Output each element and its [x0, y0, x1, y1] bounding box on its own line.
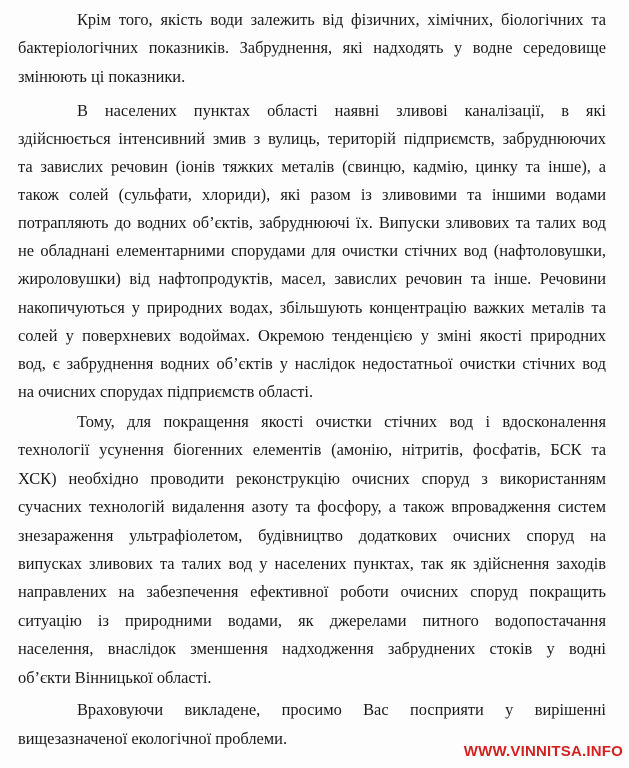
paragraph-2-line-5: потрапляють до водних об’єктів, забруднюючі їх. Випуски зливових та талих вод: [18, 213, 606, 232]
paragraph-3-line-6: випусках зливових та талих вод у населених пунктах, так як здійснення заходів: [18, 554, 606, 573]
paragraph-3-line-2: технології усунення біогенних елементів (амонію, нітритів, фосфатів, БСК та: [18, 440, 606, 459]
paragraph-1-line-2: бактеріологічних показників. Забруднення, які надходять у водне середовище: [18, 38, 606, 57]
paragraph-3-line-3: ХСК) необхідно проводити реконструкцію очисних споруд з використанням: [18, 469, 606, 488]
paragraph-4-line-1: Враховуючи викладене, просимо Вас посприяти у вирішенні: [77, 700, 606, 719]
site-watermark: WWW.VINNITSA.INFO: [463, 743, 623, 760]
paragraph-2-line-7: жироловушки) від нафтопродуктів, масел, завислих речовин та інше. Речовини: [18, 269, 606, 288]
paragraph-3-line-8: ситуацію із природними водами, як джерелами питного водопостачання: [18, 611, 606, 630]
paragraph-3-line-10: об’єкти Вінницької області.: [18, 668, 212, 687]
paragraph-3-line-5: знезараження ультрафіолетом, будівництво додаткових очисних споруд на: [18, 526, 606, 545]
paragraph-2-line-9: солей у поверхневих водоймах. Окремою тенденцією у зміні якості природних: [18, 326, 606, 345]
paragraph-2-line-8: накопичуються у природних водах, збільшують концентрацію важких металів та: [18, 298, 606, 317]
paragraph-2-line-3: та завислих речовин (іонів тяжких металів (свинцю, кадмію, цинку та інше), а: [18, 157, 606, 176]
paragraph-2-line-6: не обладнані елементарними спорудами для очистки стічних вод (нафтоловушки,: [18, 241, 606, 260]
paragraph-2-line-11: на очисних спорудах підприємств області.: [18, 382, 314, 401]
paragraph-1-line-1: Крім того, якість води залежить від фізичних, хімічних, біологічних та: [77, 10, 606, 29]
paragraph-4-line-2: вищезазначеної екологічної проблеми.: [18, 729, 288, 748]
paragraph-2-line-2: здійснюється інтенсивний змив з вулиць, територій підприємств, забруднюючих: [18, 129, 606, 148]
paragraph-2-line-4: також солей (сульфати, хлориди), які разом із зливовими та іншими водами: [18, 185, 606, 204]
paragraph-1-line-3: змінюють ці показники.: [18, 67, 186, 86]
paragraph-3-line-1: Тому, для покращення якості очистки стічних вод і вдосконалення: [77, 412, 606, 431]
paragraph-3-line-9: населення, внаслідок зменшення надходження забруднених стоків у водні: [18, 639, 606, 658]
paragraph-3-line-7: направлених на забезпечення ефективної роботи очисних споруд покращить: [18, 582, 606, 601]
paragraph-2-line-1: В населених пунктах області наявні зливові каналізації, в які: [77, 101, 606, 120]
paragraph-3-line-4: сучасних технологій видалення азоту та фосфору, а також впровадження систем: [18, 497, 606, 516]
paragraph-2-line-10: вод, є забруднення водних об’єктів у наслідок недостатньої очистки стічних вод: [18, 354, 606, 373]
